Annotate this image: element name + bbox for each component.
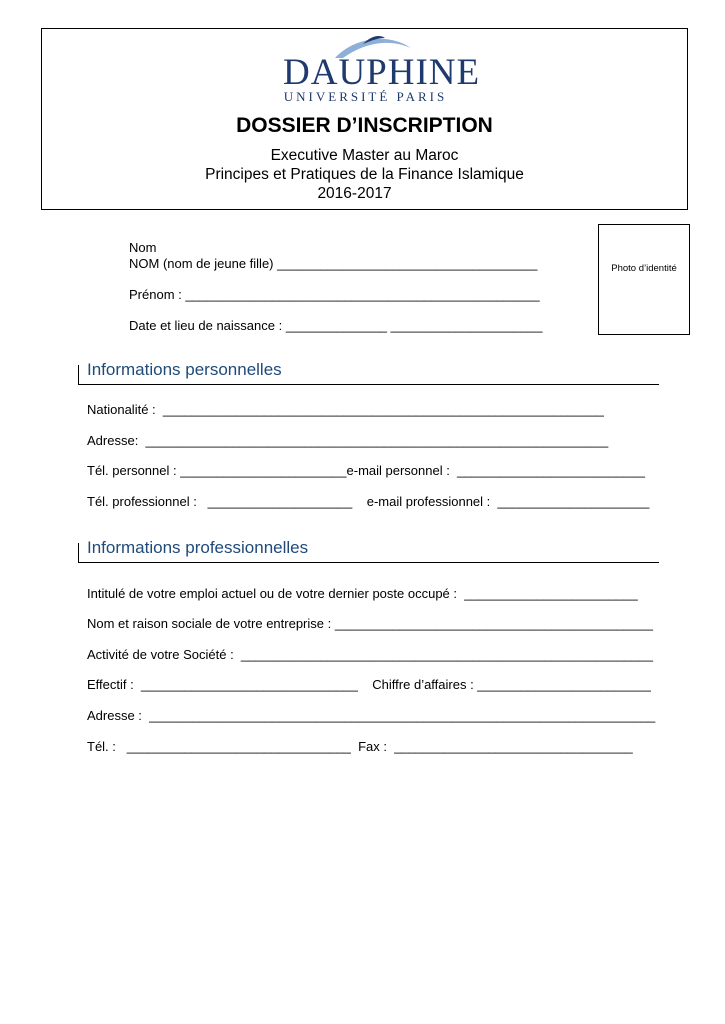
academic-year: 2016-2017	[317, 185, 392, 202]
tel-email-professionnel-field[interactable]: Tél. professionnel : ____________________ e-mail professionnel : _____________________	[87, 494, 650, 509]
emploi-field[interactable]: Intitulé de votre emploi actuel ou de votre dernier poste occupé : ________________________	[87, 586, 638, 601]
nationalite-field[interactable]: Nationalité : _____________________________________________________________	[87, 402, 604, 417]
activite-field[interactable]: Activité de votre Société : _________________________________________________________	[87, 647, 654, 662]
tel-email-personnel-field[interactable]: Tél. personnel : _______________________e-mail personnel : __________________________	[87, 463, 646, 478]
photo-label: Photo d’identité	[611, 263, 677, 274]
adresse-field[interactable]: Adresse: ________________________________________________________________	[87, 433, 609, 448]
section-personal-title: Informations personnelles	[87, 360, 282, 379]
naissance-field[interactable]: Date et lieu de naissance : ______________ _____________________	[129, 318, 543, 333]
program-line: Executive Master au Maroc	[270, 147, 459, 164]
nom-label: Nom	[129, 240, 157, 255]
effectif-ca-field[interactable]: Effectif : ______________________________ Chiffre d’affaires : ________________________	[87, 677, 651, 692]
dauphine-logo	[283, 34, 481, 104]
section-personal	[78, 360, 659, 385]
adresse-entreprise-field[interactable]: Adresse : ______________________________________________________________________	[87, 708, 656, 723]
nom-jeune-fille-field[interactable]: NOM (nom de jeune fille) ____________________________________	[129, 256, 538, 271]
section-professional-title: Informations professionnelles	[87, 538, 309, 557]
photo-box[interactable]	[598, 224, 690, 335]
tel-fax-field[interactable]: Tél. : _______________________________ Fax : _________________________________	[87, 739, 633, 754]
logo-word: DAUPHINE	[283, 52, 481, 93]
program-subtitle: Principes et Pratiques de la Finance Islamique	[205, 166, 524, 183]
logo-subtitle: UNIVERSITÉ PARIS	[283, 89, 448, 104]
prenom-field[interactable]: Prénom : _________________________________________________	[129, 287, 540, 302]
section-professional	[78, 538, 659, 563]
header-box	[41, 28, 688, 210]
entreprise-field[interactable]: Nom et raison sociale de votre entreprise : ____________________________________________	[87, 616, 653, 631]
document-title: DOSSIER D’INSCRIPTION	[236, 114, 493, 137]
